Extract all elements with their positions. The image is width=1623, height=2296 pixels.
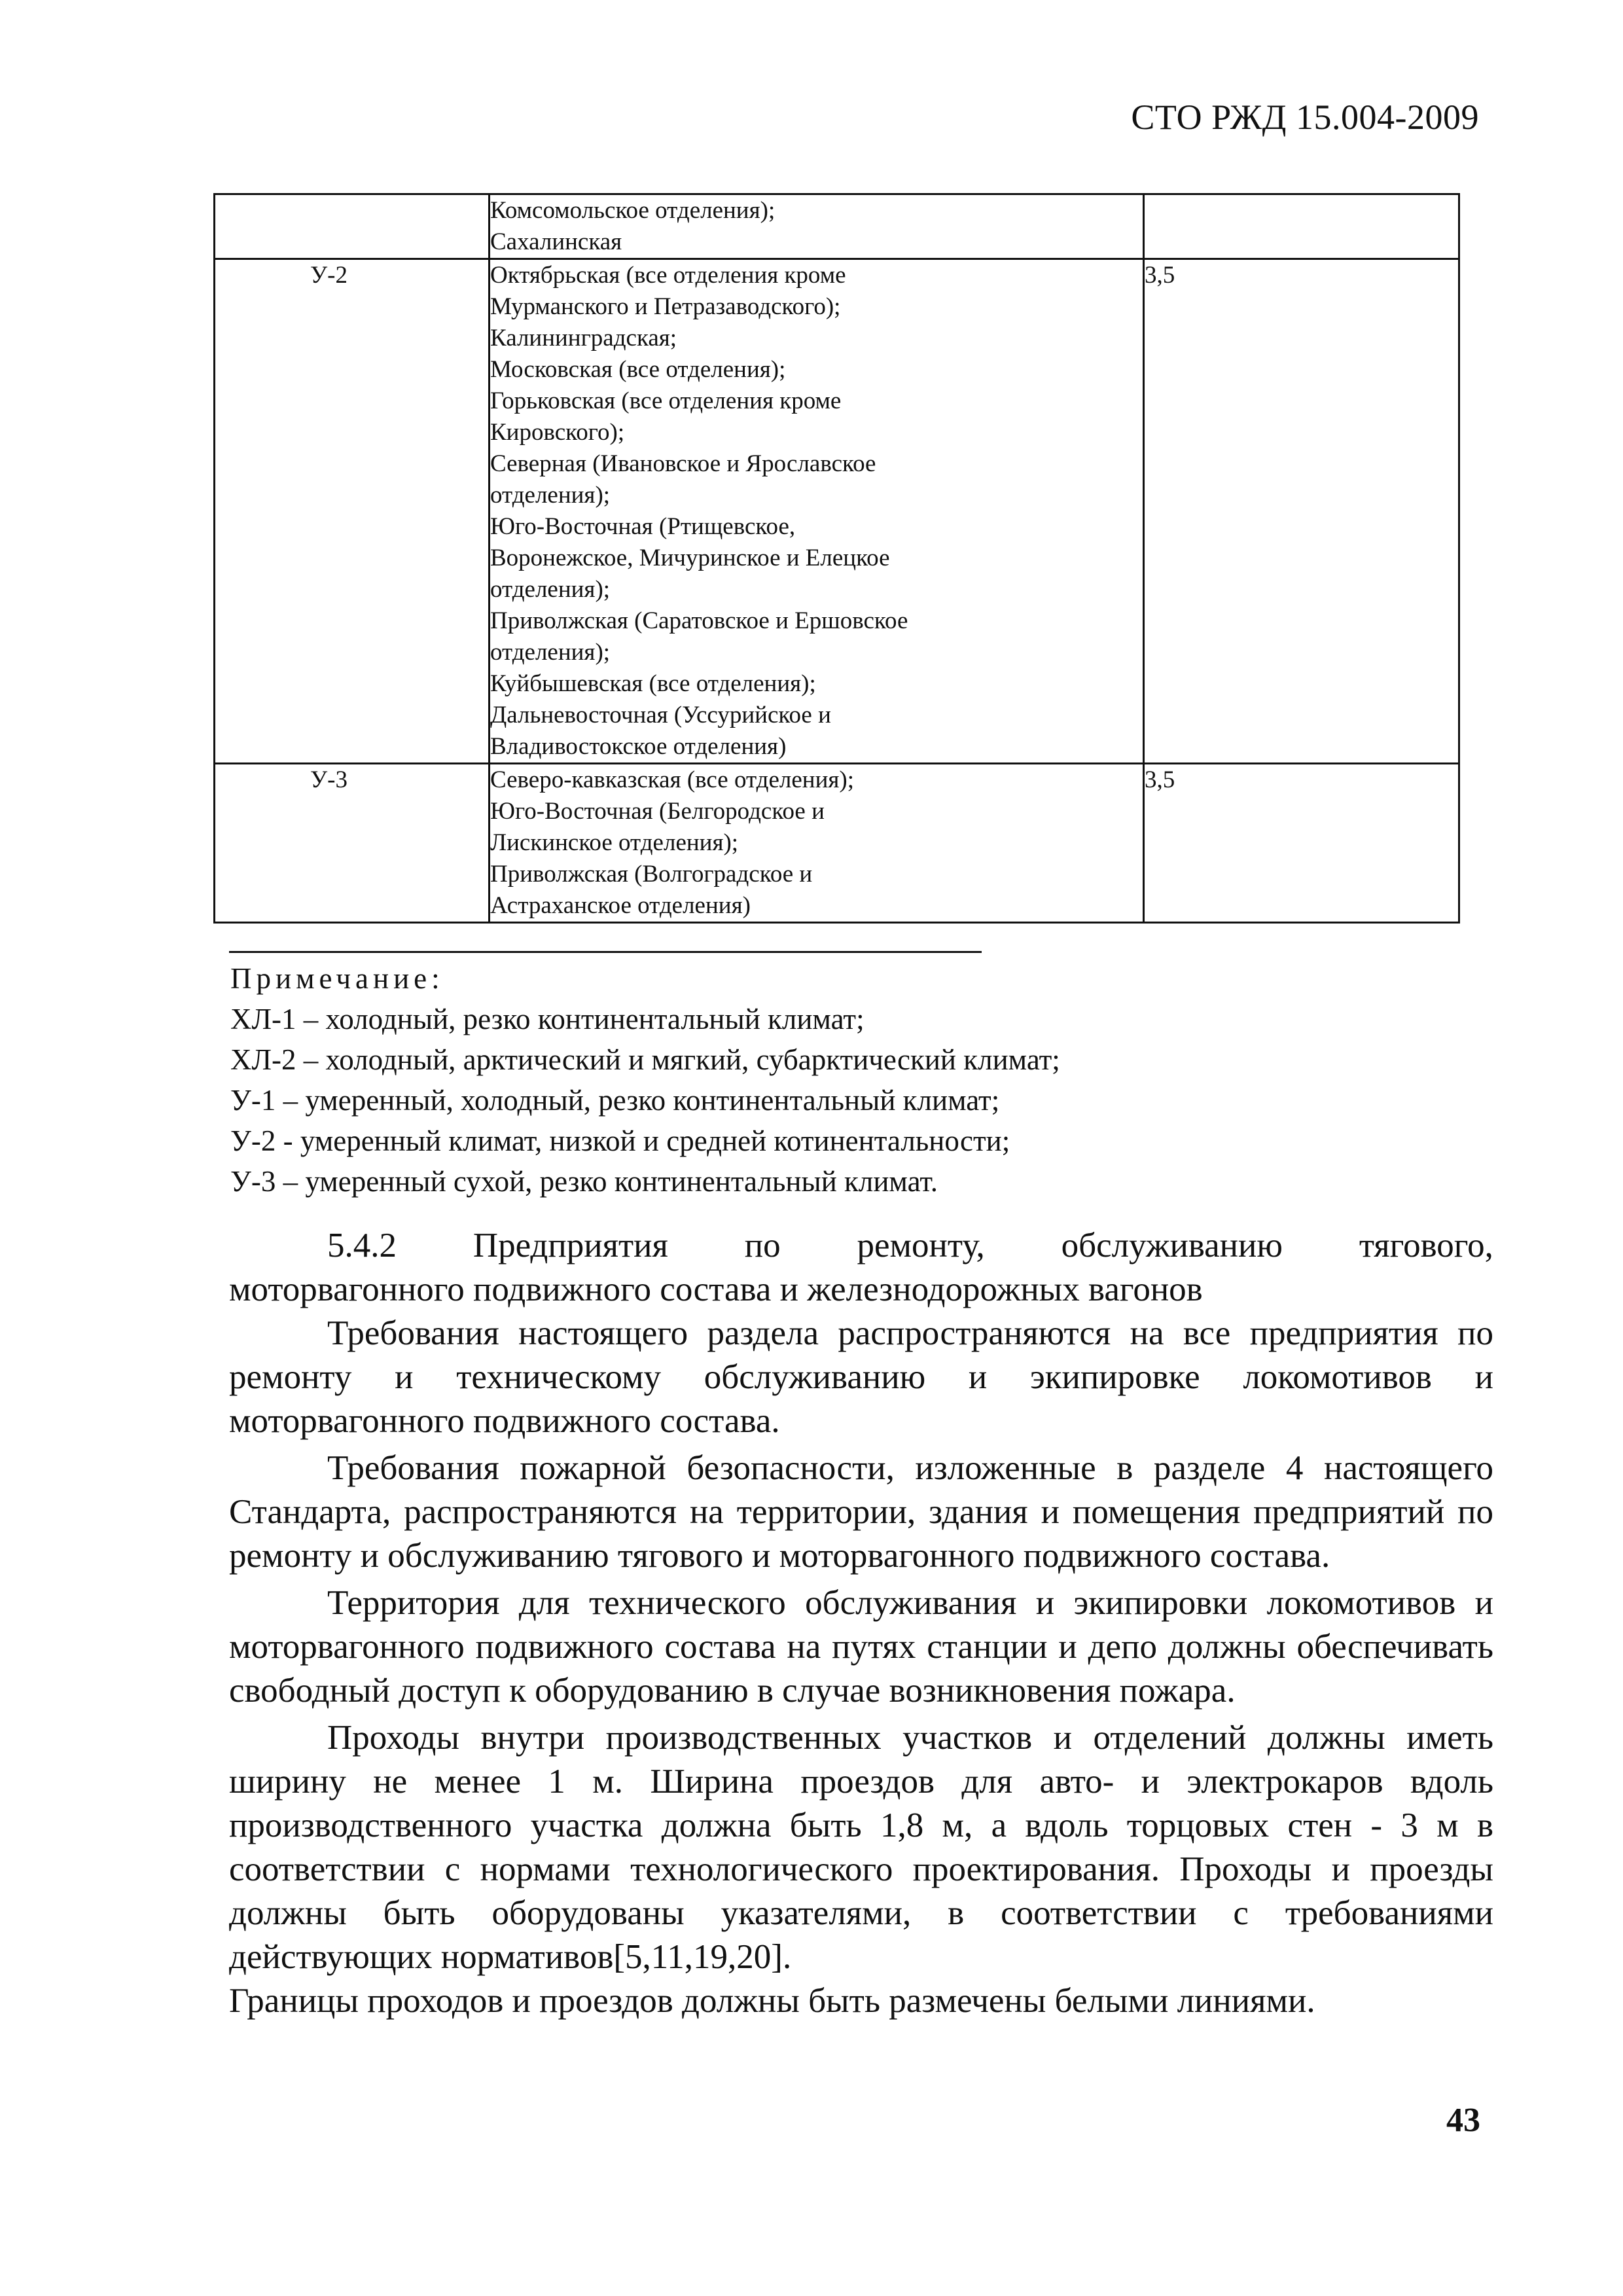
climate-zone-table bbox=[213, 193, 1460, 924]
region-line: Октябрьская (все отделения кроме bbox=[490, 262, 846, 289]
note-line: У-1 – умеренный, холодный, резко континентальный климат; bbox=[230, 1084, 1000, 1117]
region-line: Мурманского и Петразаводского); bbox=[490, 293, 841, 320]
table-row bbox=[215, 764, 1459, 923]
region-line: Кировского); bbox=[490, 419, 625, 446]
region-line: Куйбышевская (все отделения); bbox=[490, 670, 816, 697]
value-cell: 3,5 bbox=[1144, 259, 1459, 764]
heading-word: ремонту, bbox=[857, 1227, 985, 1265]
heading-word: по bbox=[744, 1227, 781, 1265]
zone-cell: У-2 bbox=[215, 259, 490, 764]
region-line: Юго-Восточная (Белгородское и bbox=[490, 798, 825, 825]
region-line: Дальневосточная (Уссурийское и bbox=[490, 702, 831, 728]
region-line: Горьковская (все отделения кроме bbox=[490, 387, 842, 414]
note-line: У-3 – умеренный сухой, резко континентальный климат. bbox=[230, 1165, 938, 1198]
region-line: Комсомольское отделения); bbox=[490, 197, 776, 224]
region-line: Калининградская; bbox=[490, 325, 677, 351]
region-line: отделения); bbox=[490, 639, 611, 666]
note-lines bbox=[230, 999, 1060, 1202]
note-line: ХЛ-2 – холодный, арктический и мягкий, субарктический климат; bbox=[230, 1043, 1060, 1076]
region-line: Приволжская (Волгоградское и bbox=[490, 861, 813, 888]
region-line: Астраханское отделения) bbox=[490, 892, 751, 919]
region-line: Приволжская (Саратовское и Ершовское bbox=[490, 607, 908, 634]
table-row bbox=[215, 259, 1459, 764]
paragraph-1: Требования настоящего раздела распространяются на все предприятия по ремонту и техническому обслуживанию и экипировке локомотивов и моторвагонного подвижного состава. bbox=[229, 1314, 1493, 1440]
page-header: СТО РЖД 15.004-2009 bbox=[1131, 98, 1479, 137]
table-row bbox=[215, 194, 1459, 259]
heading-word: Предприятия bbox=[473, 1227, 668, 1265]
note-separator-line bbox=[229, 951, 982, 953]
page-number: 43 bbox=[1446, 2102, 1480, 2139]
zone-cell bbox=[215, 194, 490, 259]
region-line: Северо-кавказская (все отделения); bbox=[490, 766, 855, 793]
paragraph-3: Территория для технического обслуживания и экипировки локомотивов и моторвагонного подвижного состава на путях станции и депо должны обеспечивать свободный доступ к оборудованию в случае возникновения пожара. bbox=[229, 1584, 1493, 1710]
section-heading-line2: моторвагонного подвижного состава и железнодорожных вагонов bbox=[229, 1270, 1203, 1308]
region-line: Московская (все отделения); bbox=[490, 356, 786, 383]
body-text bbox=[229, 1224, 1493, 2023]
zone-cell: У-3 bbox=[215, 764, 490, 923]
note-block bbox=[230, 958, 1060, 1202]
heading-word: обслуживанию bbox=[1061, 1227, 1283, 1265]
regions-cell bbox=[490, 194, 1144, 259]
paragraph-2: Требования пожарной безопасности, изложенные в разделе 4 настоящего Стандарта, распространяются на территории, здания и помещения предприятий по ремонту и обслуживанию тягового и моторвагонного подвижного состава. bbox=[229, 1449, 1493, 1575]
region-line: Лискинское отделения); bbox=[490, 829, 739, 856]
value-cell bbox=[1144, 194, 1459, 259]
heading-word: тягового, bbox=[1359, 1227, 1493, 1265]
regions-cell bbox=[490, 259, 1144, 764]
region-line: Юго-Восточная (Ртищевское, bbox=[490, 513, 796, 540]
region-line: Сахалинская bbox=[490, 228, 622, 255]
regions-cell bbox=[490, 764, 1144, 923]
section-heading-line1 bbox=[229, 1224, 1493, 1268]
heading-word: 5.4.2 bbox=[327, 1227, 397, 1265]
region-line: отделения); bbox=[490, 576, 611, 603]
note-line: ХЛ-1 – холодный, резко континентальный климат; bbox=[230, 1003, 865, 1035]
value-cell: 3,5 bbox=[1144, 764, 1459, 923]
region-line: Воронежское, Мичуринское и Елецкое bbox=[490, 545, 890, 571]
paragraph-5: Границы проходов и проездов должны быть размечены белыми линиями. bbox=[229, 1982, 1315, 2020]
paragraph-4: Проходы внутри производственных участков и отделений должны иметь ширину не менее 1 м. Ширина проездов для авто- и электрокаров вдоль производственного участка должна быть 1,8 м, а вдоль торцовых стен - 3 м в соответствии с нормами технологического проектирования. Проходы и проезды должны быть оборудованы указателями, в соответствии с требованиями действующих нормативов[5,11,19,20]. bbox=[229, 1719, 1493, 1976]
region-line: отделения); bbox=[490, 482, 611, 509]
region-line: Владивостокское отделения) bbox=[490, 733, 787, 760]
section-heading bbox=[229, 1224, 1493, 1312]
note-line: У-2 - умеренный климат, низкой и средней котинентальности; bbox=[230, 1124, 1010, 1157]
region-line: Северная (Ивановское и Ярославское bbox=[490, 450, 876, 477]
note-title: Примечание: bbox=[230, 962, 444, 995]
